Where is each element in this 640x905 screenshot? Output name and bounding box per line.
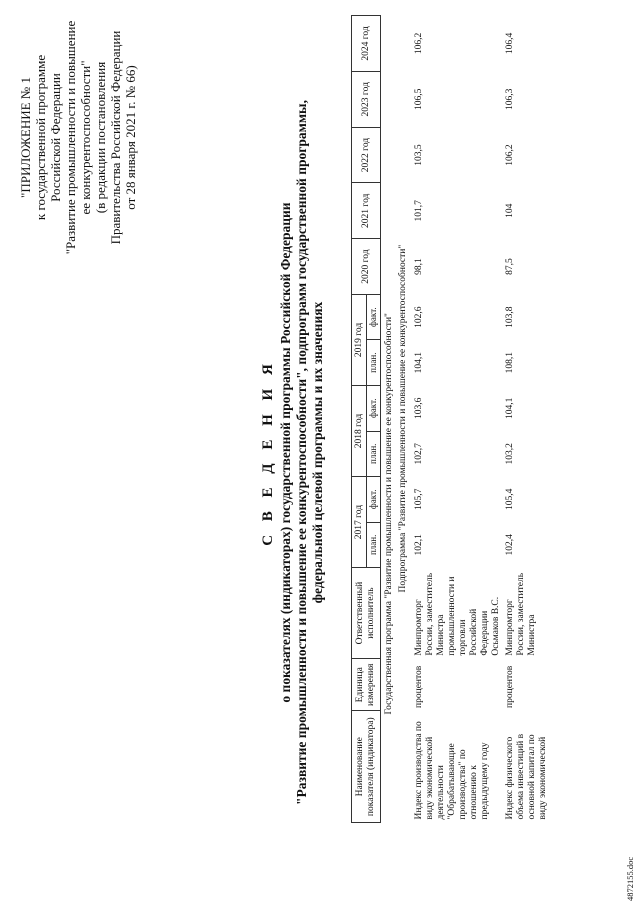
- appendix-line: "ПРИЛОЖЕНИЕ № 1: [18, 77, 33, 198]
- header-plan: план.: [367, 522, 381, 568]
- value-2018-fact: 103,6: [414, 397, 424, 419]
- appendix-line: к государственной программе: [33, 54, 48, 221]
- program-title: Государственная программа "Развитие промышленности и повышение ее конкурентоспособности": [384, 313, 394, 715]
- header-plan: план.: [367, 431, 381, 477]
- appendix-line: Российской Федерации: [48, 73, 63, 202]
- header-plan: план.: [367, 340, 381, 386]
- appendix-line: (в редакции постановления: [93, 61, 108, 214]
- header-2021: 2021 год: [352, 183, 381, 239]
- header-2019: 2019 год: [352, 294, 367, 385]
- header-fact: факт.: [367, 385, 381, 431]
- value-2021: 101,7: [414, 200, 424, 222]
- value-2018-fact: 104,1: [505, 397, 515, 419]
- appendix-line: Правительства Российской Федерации: [108, 30, 123, 245]
- indicator-executor: Минпромторг России, заместитель Министра промышленности и торговли Российской Федерации Осьмаков В.С.: [414, 572, 501, 656]
- value-2023: 106,3: [505, 88, 515, 110]
- indicator-name: Индекс производства по виду экономической деятельности "Обрабатывающие производства" по отношению к предыдущему году: [414, 721, 490, 820]
- value-2019-fact: 102,6: [414, 306, 424, 328]
- header-executor: Ответственный исполнитель: [352, 568, 381, 659]
- value-2023: 106,5: [414, 88, 424, 110]
- indicator-unit: процентов: [505, 665, 515, 708]
- value-2017-fact: 105,4: [505, 488, 515, 510]
- value-2020: 87,5: [505, 258, 515, 275]
- value-2017-plan: 102,1: [414, 534, 424, 556]
- table-row: [502, 16, 549, 823]
- value-2021: 104: [505, 203, 515, 218]
- value-2020: 98,1: [414, 258, 424, 275]
- header-2023: 2023 год: [352, 71, 381, 127]
- header-2018: 2018 год: [352, 385, 367, 476]
- appendix-line: "Развитие промышленности и повышение: [63, 20, 78, 255]
- value-2022: 106,2: [505, 144, 515, 166]
- value-2019-plan: 108,1: [505, 352, 515, 374]
- appendix-block: [18, 10, 138, 265]
- document-title: С В Е Д Е Н И Я: [260, 359, 276, 546]
- header-name: Наименование показателя (индикатора): [352, 711, 381, 823]
- heading-line-1: о показателях (индикаторах) государственной программы Российской Федерации: [278, 202, 293, 703]
- value-2019-fact: 103,8: [505, 306, 515, 328]
- table-row: [411, 16, 502, 823]
- header-fact: факт.: [367, 477, 381, 523]
- header-2022: 2022 год: [352, 127, 381, 183]
- value-2017-fact: 105,7: [414, 488, 424, 510]
- header-2020: 2020 год: [352, 239, 381, 295]
- value-2018-plan: 103,2: [505, 443, 515, 465]
- value-2024: 106,4: [505, 32, 515, 55]
- value-2018-plan: 102,7: [414, 443, 424, 465]
- indicator-unit: процентов: [414, 665, 424, 708]
- value-2024: 106,2: [414, 32, 424, 55]
- value-2022: 103,5: [414, 144, 424, 166]
- indicators-table: [351, 15, 549, 823]
- value-2019-plan: 104,1: [414, 352, 424, 374]
- heading-line-2: "Развитие промышленности и повышение ее конкурентоспособности", подпрограмм государственной программы,: [294, 100, 309, 805]
- document-file-id: 4872155.doc: [625, 856, 635, 901]
- appendix-line: ее конкурентоспособности": [78, 60, 93, 215]
- value-2017-plan: 102,4: [505, 534, 515, 556]
- appendix-line: от 28 января 2021 г. № 66): [123, 65, 138, 210]
- header-2017: 2017 год: [352, 477, 367, 568]
- indicator-name: Индекс физического объема инвестиций в основной капитал по виду экономической: [505, 733, 548, 820]
- document-heading: [258, 0, 326, 905]
- header-unit: Единица измерения: [352, 659, 381, 711]
- header-fact: факт.: [367, 294, 381, 340]
- indicator-executor: Минпромторг России, заместитель Министра: [505, 572, 537, 656]
- header-2024: 2024 год: [352, 16, 381, 72]
- subprogram-title: Подпрограмма "Развитие промышленности и повышение ее конкурентоспособности": [398, 244, 408, 593]
- heading-line-3: федеральной целевой программы и их значениях: [310, 301, 325, 604]
